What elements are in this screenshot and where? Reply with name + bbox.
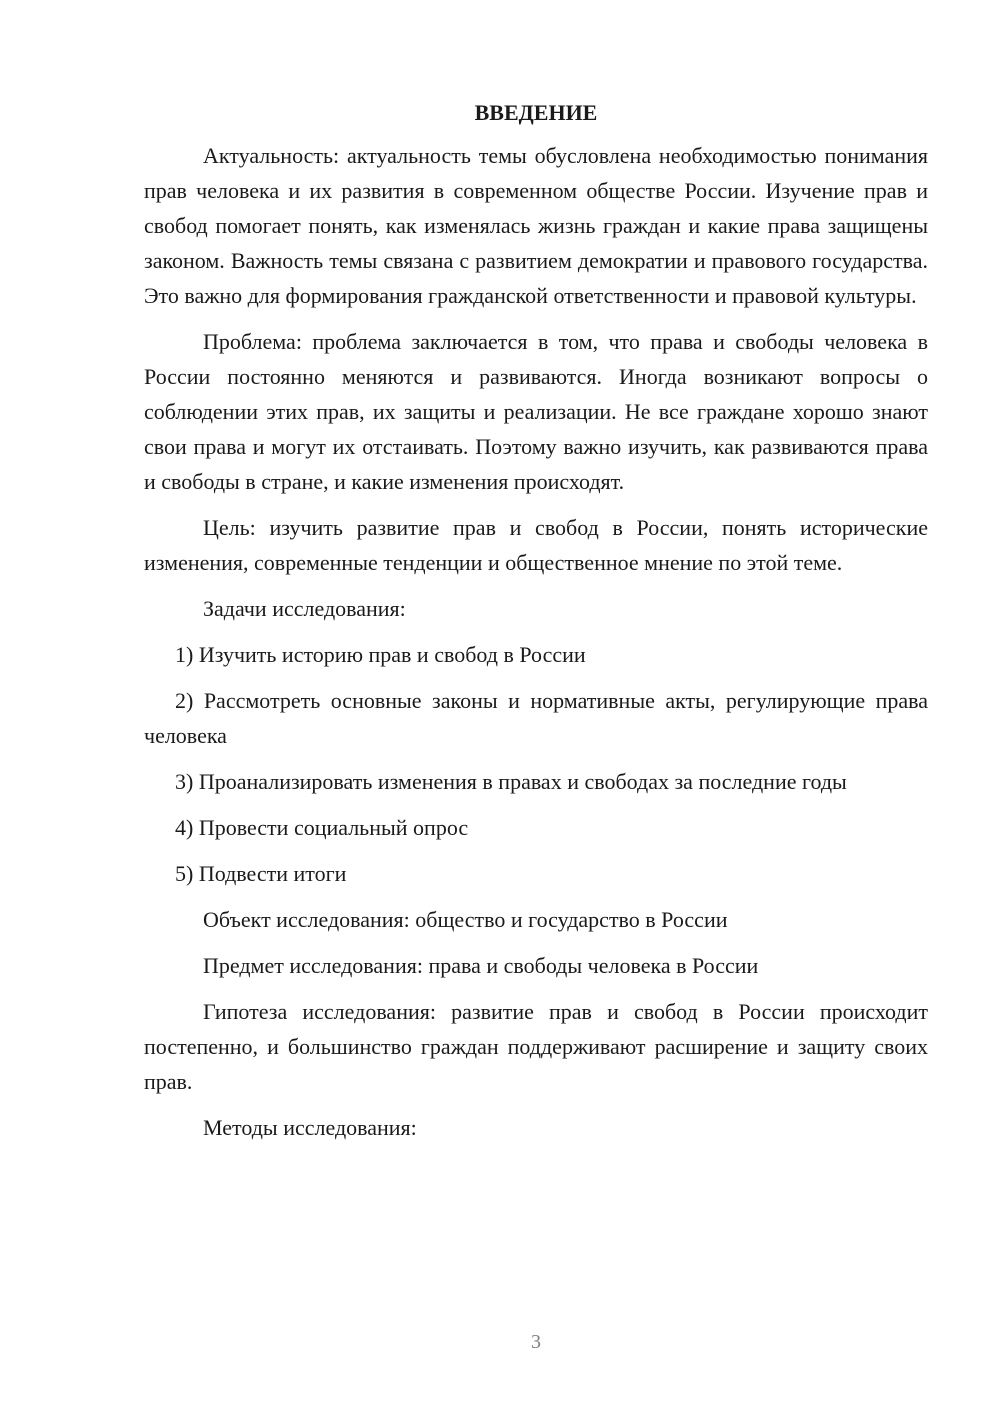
methods-heading: Методы исследования: <box>203 1115 417 1140</box>
page-number: 3 <box>531 1331 541 1353</box>
task-item-4: 4) Провести социальный опрос <box>175 815 469 840</box>
goal-paragraph: Цель: изучить развитие прав и свобод в России, понять исторические изменения, современные тенденции и общественное мнение по этой теме. <box>144 515 928 575</box>
task-item-5: 5) Подвести итоги <box>175 861 347 886</box>
section-title: ВВЕДЕНИЕ <box>474 100 598 125</box>
task-item-1: 1) Изучить историю прав и свобод в России <box>175 642 586 667</box>
relevance-paragraph: Актуальность: актуальность темы обусловлена необходимостью понимания прав человека и их развития в современном обществе России. Изучение прав и свобод помогает понять, как изменялась жизнь граждан и какие права защищены законом. Важность темы связана с развитием демократии и правового государства. Это важно для формирования гражданской ответственности и правовой культуры. <box>144 143 928 308</box>
document-body <box>144 95 928 1156</box>
subject-paragraph: Предмет исследования: права и свободы человека в России <box>203 953 759 978</box>
object-paragraph: Объект исследования: общество и государство в России <box>203 907 728 932</box>
hypothesis-paragraph: Гипотеза исследования: развитие прав и свобод в России происходит постепенно, и большинство граждан поддерживают расширение и защиту своих прав. <box>144 999 928 1094</box>
task-item-3: 3) Проанализировать изменения в правах и свободах за последние годы <box>175 769 847 794</box>
problem-paragraph: Проблема: проблема заключается в том, что права и свободы человека в России постоянно меняются и развиваются. Иногда возникают вопросы о соблюдении этих прав, их защиты и реализации. Не все граждане хорошо знают свои права и могут их отстаивать. Поэтому важно изучить, как развиваются права и свободы в стране, и какие изменения происходят. <box>144 329 928 494</box>
task-item-2: 2) Рассмотреть основные законы и нормативные акты, регулирующие права человека <box>144 688 928 748</box>
tasks-heading: Задачи исследования: <box>203 596 406 621</box>
